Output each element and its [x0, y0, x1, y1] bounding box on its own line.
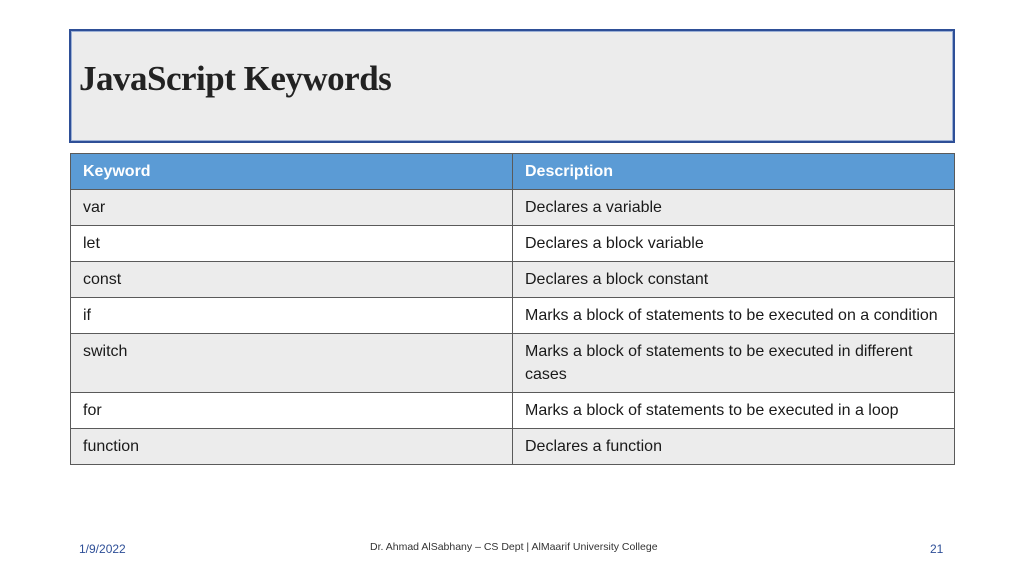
description-cell: Declares a block variable: [513, 226, 955, 262]
keyword-cell: function: [71, 429, 513, 465]
keyword-cell: for: [71, 393, 513, 429]
title-box: [69, 29, 955, 143]
table-row: [71, 334, 955, 393]
page-number: 21: [930, 542, 944, 556]
description-cell: Declares a block constant: [513, 262, 955, 298]
table-row: [71, 429, 955, 465]
header-description: Description: [513, 154, 955, 190]
table-row: [71, 298, 955, 334]
description-cell: Marks a block of statements to be executed on a condition: [513, 298, 955, 334]
table-row: [71, 393, 955, 429]
description-cell: Declares a function: [513, 429, 955, 465]
description-cell: Declares a variable: [513, 190, 955, 226]
keyword-cell: let: [71, 226, 513, 262]
slide-title: JavaScript Keywords: [79, 59, 392, 98]
table-row: [71, 226, 955, 262]
keyword-cell: var: [71, 190, 513, 226]
keyword-cell: if: [71, 298, 513, 334]
table-row: [71, 190, 955, 226]
keywords-table: [70, 153, 955, 465]
description-cell: Marks a block of statements to be executed in a loop: [513, 393, 955, 429]
description-cell: Marks a block of statements to be executed in different cases: [513, 334, 955, 393]
header-keyword: Keyword: [71, 154, 513, 190]
table-row: [71, 262, 955, 298]
keyword-cell: switch: [71, 334, 513, 393]
footer-date: 1/9/2022: [79, 542, 126, 556]
keyword-cell: const: [71, 262, 513, 298]
table-header-row: [71, 154, 955, 190]
footer-author: Dr. Ahmad AlSabhany – CS Dept | AlMaarif University College: [370, 541, 658, 553]
